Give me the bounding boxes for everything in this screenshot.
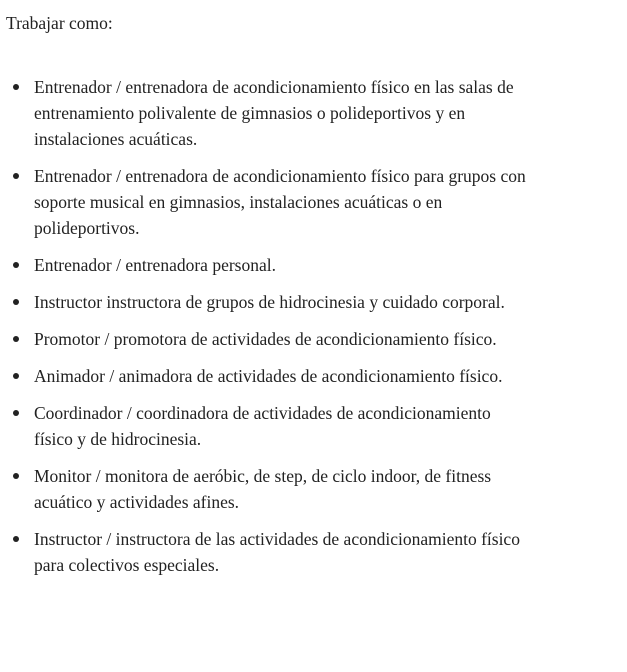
intro-text: Trabajar como: bbox=[6, 13, 113, 33]
bullet-icon bbox=[13, 262, 19, 268]
list-item-text: Monitor / monitora de aeróbic, de step, de ciclo indoor, de fitness acuático y actividades afines. bbox=[34, 466, 492, 512]
list-item bbox=[6, 363, 526, 389]
list-item bbox=[6, 74, 526, 152]
bullet-icon bbox=[13, 173, 19, 179]
list-item bbox=[6, 326, 526, 352]
list-item bbox=[6, 252, 526, 278]
bullet-icon bbox=[13, 84, 19, 90]
list-item-text: Promotor / promotora de actividades de acondicionamiento físico. bbox=[34, 329, 497, 349]
bullet-icon bbox=[13, 373, 19, 379]
bullet-icon bbox=[13, 410, 19, 416]
bullet-icon bbox=[13, 473, 19, 479]
bullet-icon bbox=[13, 536, 19, 542]
bullet-icon bbox=[13, 299, 19, 305]
list-item-text: Animador / animadora de actividades de acondicionamiento físico. bbox=[34, 366, 503, 386]
list-item-text: Entrenador / entrenadora personal. bbox=[34, 255, 276, 275]
list-item bbox=[6, 289, 526, 315]
list-item bbox=[6, 526, 526, 578]
list-item-text: Entrenador / entrenadora de acondicionamiento físico en las salas de entrenamiento polivalente de gimnasios o polideportivos y en instalaciones acuáticas. bbox=[34, 77, 514, 149]
list-item bbox=[6, 400, 526, 452]
list-item-text: Entrenador / entrenadora de acondicionamiento físico para grupos con soporte musical en gimnasios, instalaciones acuáticas o en polideportivos. bbox=[34, 166, 526, 238]
list-item-text: Instructor / instructora de las actividades de acondicionamiento físico para colectivos especiales. bbox=[34, 529, 520, 575]
bullet-icon bbox=[13, 336, 19, 342]
list-item bbox=[6, 463, 526, 515]
list-item bbox=[6, 163, 526, 241]
list-item-text: Coordinador / coordinadora de actividades de acondicionamiento físico y de hidrocinesia. bbox=[34, 403, 491, 449]
job-list bbox=[6, 74, 526, 578]
list-item-text: Instructor instructora de grupos de hidrocinesia y cuidado corporal. bbox=[34, 292, 505, 312]
